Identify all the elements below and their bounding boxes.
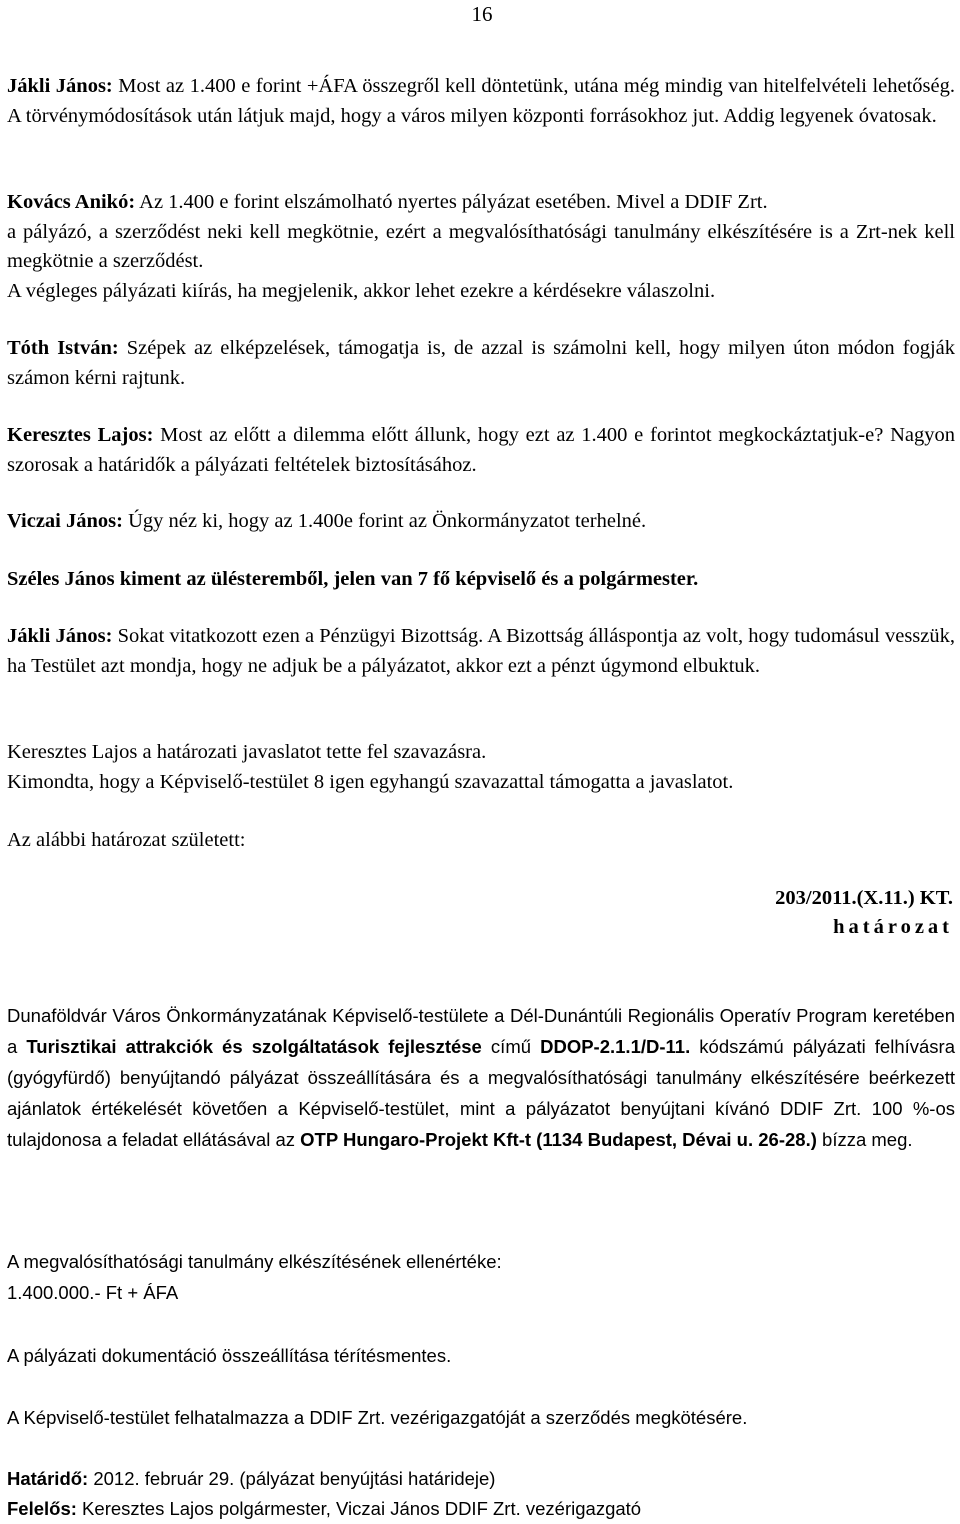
paragraph-text: Az alábbi határozat született: — [7, 829, 246, 851]
paragraph-resolution-intro — [7, 826, 955, 856]
paragraph-attendance — [7, 565, 955, 595]
attendance-note: Széles János kiment az ülésteremből, jelen van 7 fő képviselő és a polgármester. — [7, 568, 699, 590]
paragraph-keresztes — [7, 421, 955, 480]
program-code: DDOP-2.1.1/D-11. — [540, 1036, 691, 1057]
cost-value: 1.400.000.- Ft + ÁFA — [7, 1282, 179, 1303]
paragraph-text: Szépek az elképzelések, támogatja is, de azzal is számolni kell, hogy milyen úton módon fogják számon kérni rajtunk. — [7, 337, 955, 389]
responsible-label: Felelős: — [7, 1498, 77, 1519]
paragraph-text: Az 1.400 e forint elszámolható nyertes pályázat esetében. Mivel a DDIF Zrt. — [135, 191, 768, 213]
responsible-value: Keresztes Lajos polgármester, Viczai János DDIF Zrt. vezérigazgató — [76, 1498, 642, 1519]
documentation-note: A pályázati dokumentáció összeállítása térítésmentes. — [7, 1345, 452, 1366]
cost-section — [7, 1246, 955, 1308]
contractor-name: OTP Hungaro-Projekt Kft-t (1134 Budapest, Dévai u. 26-28.) — [300, 1129, 817, 1150]
deadline-label: Határidő: — [7, 1468, 89, 1489]
deadline-value: 2012. február 29. (pályázat benyújtási határideje) — [88, 1468, 496, 1489]
paragraph-toth — [7, 334, 955, 393]
paragraph-text: a pályázó, a szerződést neki kell megkötnie, ezért a megvalósíthatósági tanulmány elkészítésére is a Zrt-nek kell megkötnie a szerződést. — [7, 220, 955, 272]
paragraph-text: Kimondta, hogy a Képviselő-testület 8 igen egyhangú szavazattal támogatta a javaslatot. — [7, 770, 734, 793]
paragraph-text: Úgy néz ki, hogy az 1.400e forint az Önkormányzatot terhelné. — [122, 510, 647, 532]
resolution-text: című — [481, 1036, 541, 1057]
speaker-name: Jákli János: — [7, 625, 113, 647]
paragraph-text: A végleges pályázati kiírás, ha megjelenik, akkor lehet ezekre a kérdésekre válaszolni. — [7, 279, 716, 302]
paragraph-text: Most az 1.400 e forint +ÁFA összegről kell döntetünk, utána még mindig van hitelfelvételi lehetőség. A törvénymódosítások után látjuk majd, hogy a város milyen központi forrásokhoz jut. Addig legyenek óvatosak. — [7, 75, 955, 127]
speaker-name: Keresztes Lajos: — [7, 424, 154, 446]
responsible-line — [7, 1493, 955, 1524]
paragraph-vote — [7, 738, 955, 797]
resolution-text: Dunaföldvár Város Önkormányzatának Képviselő-testülete a Dél-Dunántúli Regionális Operatív Program keretében a — [7, 1005, 955, 1057]
speaker-name: Viczai János: — [7, 510, 123, 532]
deadline-line — [7, 1463, 955, 1494]
paragraph-text: Keresztes Lajos a határozati javaslatot tette fel szavazásra. — [7, 741, 487, 763]
page-number: 16 — [471, 2, 493, 26]
paragraph-kovacs — [7, 188, 955, 306]
paragraph-jakli-1 — [7, 72, 955, 131]
speaker-name: Kovács Anikó: — [7, 191, 136, 213]
authorization-note: A Képviselő-testület felhatalmazza a DDIF Zrt. vezérigazgatóját a szerződés megkötésére. — [7, 1407, 748, 1428]
resolution-text: bízza meg. — [816, 1129, 913, 1150]
resolution-title: határozat — [833, 916, 953, 938]
resolution-number: 203/2011.(X.11.) KT. — [775, 887, 953, 909]
speaker-name: Jákli János: — [7, 75, 113, 97]
resolution-body — [7, 1000, 955, 1155]
resolution-text: kódszámú pályázati felhívásra (gyógyfürdő) benyújtandó pályázat összeállítására és a megvalósíthatósági tanulmány elkészítésére beérkezett ajánlatok értékelését követően a Képviselő-testület, mint a pályázatot benyújtani kívánó DDIF Zrt. 100 %-os tulajdonosa a feladat ellátásával az — [7, 1036, 955, 1150]
program-name: Turisztikai attrakciók és szolgáltatások fejlesztése — [26, 1036, 482, 1057]
paragraph-jakli-2 — [7, 622, 955, 681]
speaker-name: Tóth István: — [7, 337, 119, 359]
cost-label: A megvalósíthatósági tanulmány elkészítésének ellenértéke: — [7, 1251, 502, 1272]
paragraph-viczai — [7, 507, 955, 537]
paragraph-text: Sokat vitatkozott ezen a Pénzügyi Bizottság. A Bizottság álláspontja az volt, hogy tudomásul vesszük, ha Testület azt mondja, hogy ne adjuk be a pályázatot, akkor ezt a pénzt úgymond elbuktuk. — [7, 625, 956, 677]
paragraph-text: Most az előtt a dilemma előtt állunk, hogy ezt az 1.400 e forintot megkockáztatjuk-e? Nagyon szorosak a határidők a pályázati feltételek biztosításához. — [7, 424, 955, 476]
